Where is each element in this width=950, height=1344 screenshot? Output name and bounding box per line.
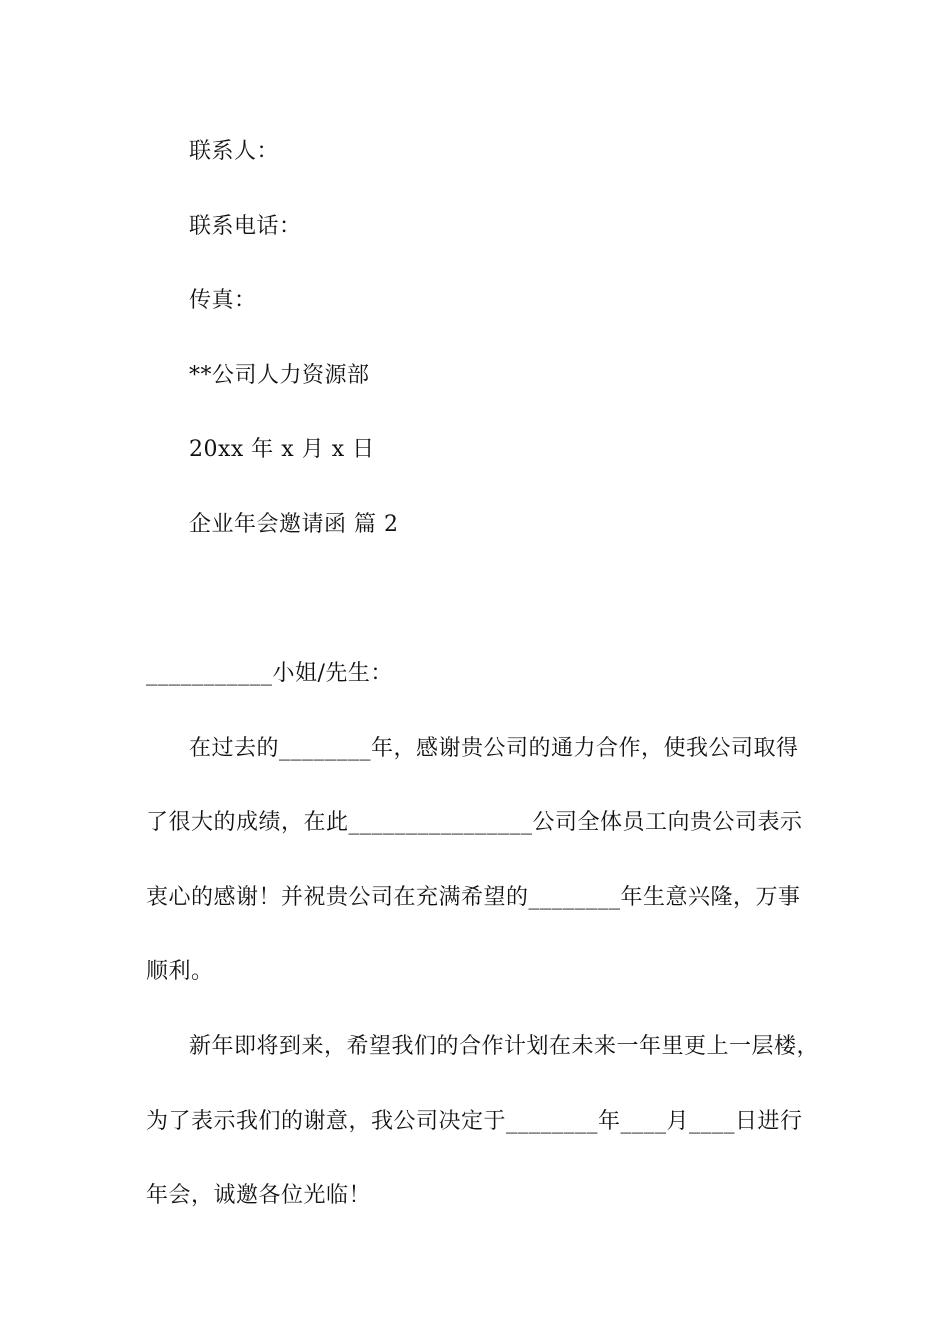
paragraph-1-line-3: 衷心的感谢！并祝贵公司在充满希望的________年生意兴隆，万事 [146, 885, 801, 910]
paragraph-1-line-2: 了很大的成绩，在此________________公司全体员工向贵公司表示 [146, 810, 803, 835]
paragraph-1-line-4: 顺利。 [146, 959, 214, 984]
contact-person-line: 联系人： [189, 139, 280, 164]
paragraph-2-line-2: 为了表示我们的谢意，我公司决定于________年____月____日进行 [146, 1109, 803, 1134]
department-line: **公司人力资源部 [189, 363, 370, 388]
paragraph-1-line-1: 在过去的________年，感谢贵公司的通力合作，使我公司取得 [189, 736, 799, 761]
date-line: 20xx 年 x 月 x 日 [189, 437, 375, 462]
fax-line: 传真： [189, 288, 257, 313]
section-heading: 企业年会邀请函 篇 2 [189, 512, 399, 537]
contact-phone-line: 联系电话： [189, 214, 302, 239]
paragraph-2-line-1: 新年即将到来，希望我们的合作计划在未来一年里更上一层楼， [189, 1034, 820, 1059]
salutation-line: ___________小姐/先生： [146, 661, 393, 686]
paragraph-2-line-3: 年会，诚邀各位光临！ [146, 1183, 372, 1208]
